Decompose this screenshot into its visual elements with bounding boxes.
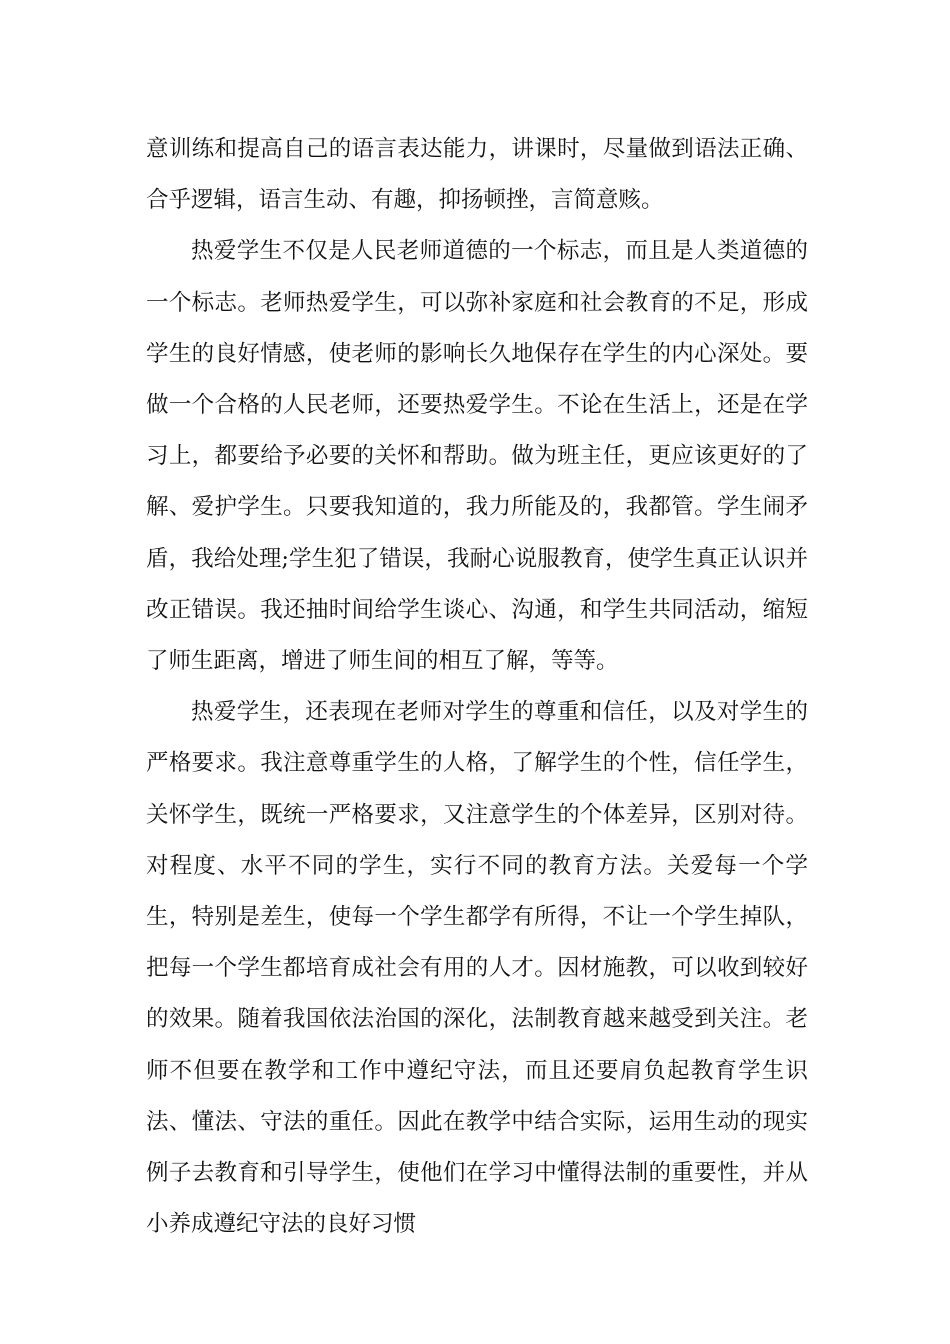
paragraph-3: 热爱学生，还表现在老师对学生的尊重和信任，以及对学生的严格要求。我注意尊重学生的人格，了解学生的个性，信任学生，关怀学生，既统一严格要求，又注意学生的个体差异，区别对待。对程度、水平不同的学生，实行不同的教育方法。关爱每一个学生，特别是差生，使每一个学生都学有所得，不让一个学生掉队，把每一个学生都培育成社会有用的人才。因材施教，可以收到较好的效果。随着我国依法治国的深化，法制教育越来越受到关注。老师不但要在教学和工作中遵纪守法，而且还要肩负起教育学生识法、懂法、守法的重任。因此在教学中结合实际，运用生动的现实例子去教育和引导学生，使他们在学习中懂得法制的重要性，并从小养成遵纪守法的良好习惯 bbox=[146, 699, 808, 1238]
body-text bbox=[146, 124, 808, 1250]
paragraph-1: 意训练和提高自己的语言表达能力，讲课时，尽量做到语法正确、合乎逻辑，语言生动、有趣，抑扬顿挫，言简意赅。 bbox=[146, 136, 808, 214]
paragraph-2: 热爱学生不仅是人民老师道德的一个标志，而且是人类道德的一个标志。老师热爱学生，可以弥补家庭和社会教育的不足，形成学生的良好情感，使老师的影响长久地保存在学生的内心深处。要做一个合格的人民老师，还要热爱学生。不论在生活上，还是在学习上，都要给予必要的关怀和帮助。做为班主任，更应该更好的了解、爱护学生。只要我知道的，我力所能及的，我都管。学生闹矛盾，我给处理;学生犯了错误，我耐心说服教育，使学生真正认识并改正错误。我还抽时间给学生谈心、沟通，和学生共同活动，缩短了师生距离，增进了师生间的相互了解，等等。 bbox=[146, 238, 808, 675]
